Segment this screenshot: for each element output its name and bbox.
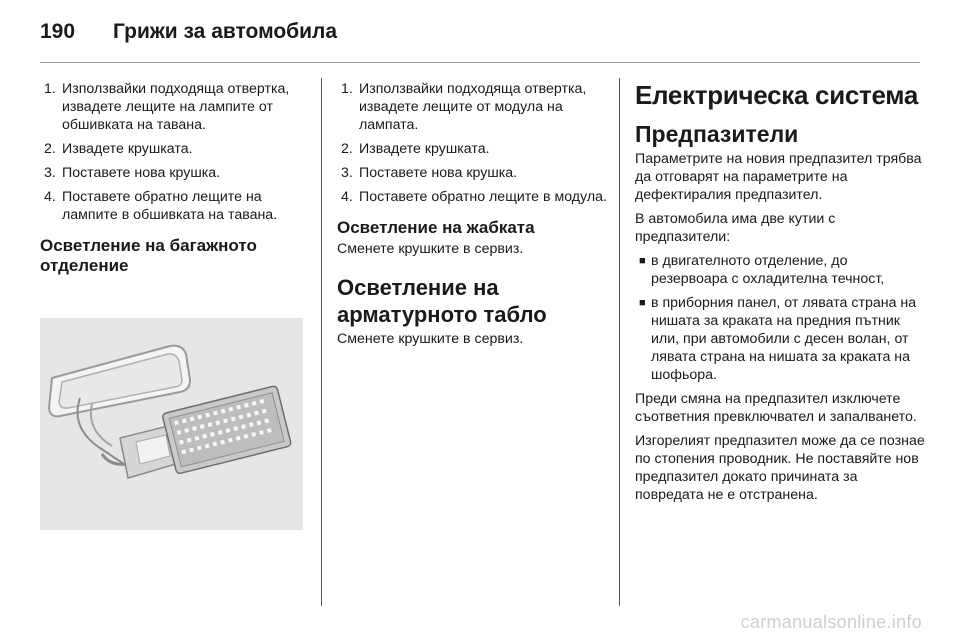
- bullet-square-icon: ■: [639, 297, 646, 309]
- list-item: ■ в приборния панел, от лявата страна на нишата за краката на предния пътник или, при автомобили с десен волан, от лявата страна на нишата за краката на шофьора.: [635, 294, 925, 384]
- column-2: [337, 80, 612, 354]
- paragraph: Сменете крушките в сервиз.: [337, 241, 524, 257]
- column-3: [635, 80, 925, 510]
- paragraph: Параметрите на новия предпазител трябва да отговарят на параметрите на дефектиралия предпазител.: [635, 151, 922, 203]
- section-heading: Осветление на арматурното табло: [337, 275, 547, 327]
- section-heading: Осветление на багажното отделение: [40, 236, 257, 275]
- column-1: [40, 80, 310, 276]
- list-item: 4. Поставете обратно лещите на лампите в обшивката на тавана.: [44, 189, 278, 223]
- paragraph: Изгорелият предпазител може да се познае по стопения проводник. Не поставяйте нов предпазител докато причината за повредата не е отстранена.: [635, 433, 925, 503]
- step-list: [337, 80, 612, 206]
- list-item: 3. Поставете нова крушка.: [44, 165, 221, 181]
- paragraph: Сменете крушките в сервиз.: [337, 331, 524, 347]
- list-item: 2. Извадете крушката.: [44, 141, 193, 157]
- bullet-square-icon: ■: [639, 255, 646, 267]
- column-divider: [619, 78, 620, 606]
- page-header: [40, 14, 920, 50]
- section-subtitle: Предпазители: [635, 121, 799, 147]
- paragraph: Преди смяна на предпазител изключете съответния превключвател и запалването.: [635, 391, 917, 425]
- list-item: 2. Извадете крушката.: [341, 141, 490, 157]
- section-title: Електрическа система: [635, 80, 919, 110]
- watermark: carmanualsonline.info: [740, 612, 922, 632]
- step-list: [40, 80, 310, 224]
- list-item: 1. Използвайки подходяща отвертка, извадете лещите на лампите от обшивката на тавана.: [44, 81, 290, 133]
- header-divider: [40, 62, 920, 63]
- list-item: 1. Използвайки подходяща отвертка, извадете лещите от модула на лампата.: [341, 81, 587, 133]
- column-divider: [321, 78, 322, 606]
- page-number: 190: [40, 20, 76, 43]
- list-item: ■ в двигателното отделение, до резервоара с охладителна течност,: [635, 252, 925, 288]
- list-item: 4. Поставете обратно лещите в модула.: [341, 189, 607, 205]
- section-heading: Осветление на жабката: [337, 218, 535, 237]
- lamp-module-icon: [40, 318, 303, 530]
- paragraph: В автомобила има две кутии с предпазители:: [635, 211, 836, 245]
- lamp-illustration: [40, 318, 303, 530]
- list-item: 3. Поставете нова крушка.: [341, 165, 518, 181]
- bullet-list: [635, 252, 925, 384]
- chapter-title: Грижи за автомобила: [113, 20, 338, 43]
